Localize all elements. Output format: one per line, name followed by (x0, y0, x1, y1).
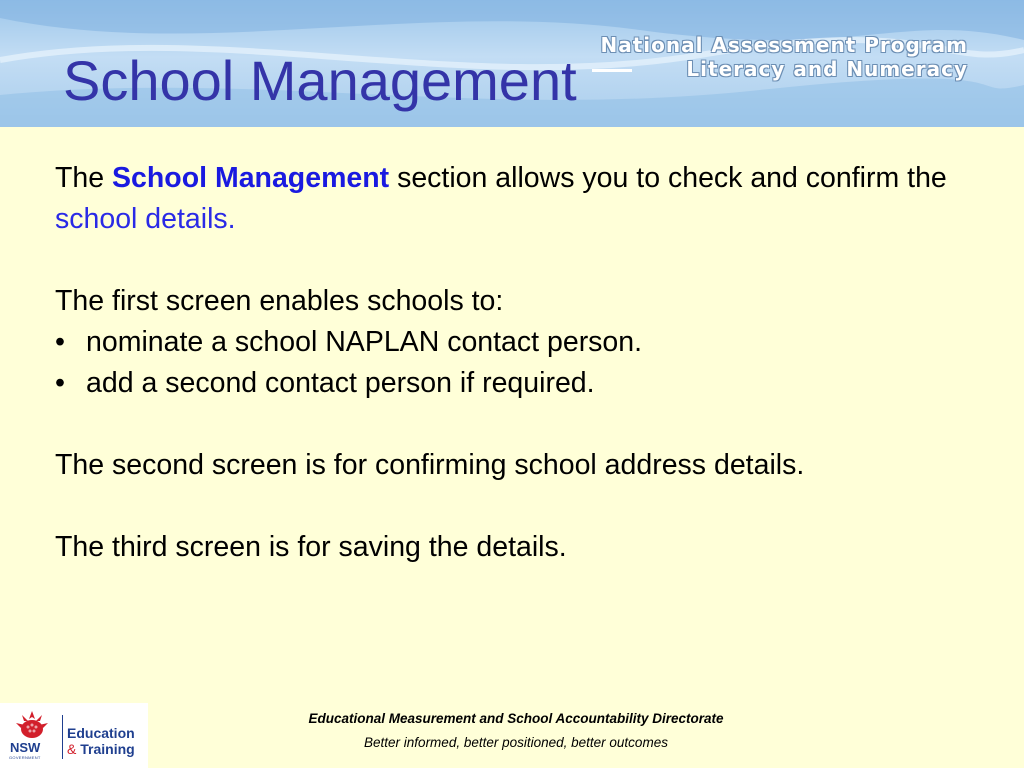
logo-education-text: Education (67, 725, 135, 741)
school-management-highlight: School Management (112, 162, 390, 194)
slide-content (55, 158, 995, 568)
spacer (55, 404, 995, 445)
program-name-line1: National Assessment Program (600, 33, 968, 57)
bullet-text: add a second contact person if required. (86, 367, 595, 399)
logo-ampersand: & (67, 741, 77, 757)
bullet-text: nominate a school NAPLAN contact person. (86, 326, 643, 358)
bullet-item (55, 363, 995, 404)
nsw-education-training-logo (0, 703, 148, 768)
bullet-dot: • (55, 326, 65, 358)
footer-directorate: Educational Measurement and School Accountability Directorate (308, 711, 724, 726)
waratah-flower-icon (12, 707, 52, 743)
bullet-dot: • (55, 367, 65, 399)
logo-training-text: Training (80, 741, 135, 757)
second-screen-text: The second screen is for confirming school address details. (55, 449, 805, 481)
program-dash (592, 69, 632, 72)
spacer (55, 486, 995, 527)
third-screen-text: The third screen is for saving the details. (55, 531, 567, 563)
program-name-line2: Literacy and Numeracy (686, 57, 968, 81)
intro-paragraph (55, 158, 995, 240)
logo-divider (62, 715, 63, 759)
bullet-item (55, 322, 995, 363)
school-details-link[interactable]: school details. (55, 203, 236, 235)
logo-nsw-text: NSW (10, 740, 41, 755)
header-banner (0, 0, 1024, 127)
page-title: School Management (63, 49, 577, 112)
footer-tagline: Better informed, better positioned, better outcomes (364, 735, 668, 750)
first-screen-text: The first screen enables schools to: (55, 285, 504, 317)
intro-middle: section allows you to check and confirm the (389, 162, 947, 194)
spacer (55, 240, 995, 281)
logo-government-text: GOVERNMENT (9, 755, 41, 760)
logo-training-line (67, 741, 135, 757)
intro-prefix: The (55, 162, 113, 194)
